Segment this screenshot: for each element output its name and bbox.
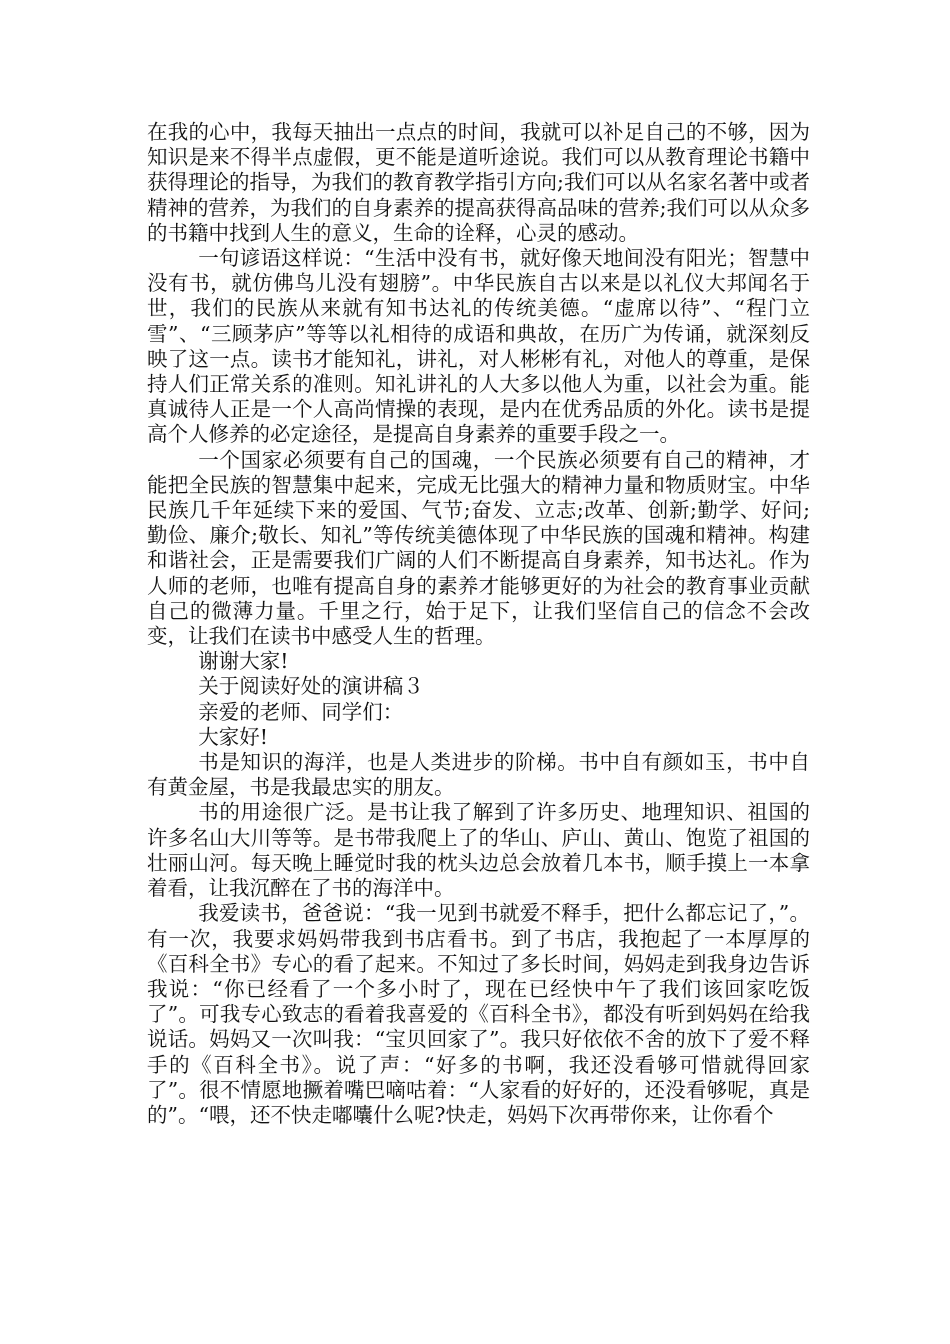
document-body (147, 120, 810, 1128)
paragraph: 一个国家必须要有自己的国魂，一个民族必须要有自己的精神，才能把全民族的智慧集中起来，完成无比强大的精神力量和物质财宝。中华民族几千年延续下来的爱国、气节;奋发、立志;改革、创新;勤学、好问;勤俭、廉介;敬长、知礼”等传统美德体现了中华民族的国魂和精神。构建和谐社会，正是需要我们广阔的人们不断提高自身素养，知书达礼。作为人师的老师，也唯有提高自身的素养才能够更好的为社会的教育事业贡献自己的微薄力量。千里之行，始于足下，让我们坚信自己的信念不会改变，让我们在读书中感受人生的哲理。 (147, 447, 810, 649)
paragraph: 书的用途很广泛。是书让我了解到了许多历史、地理知识、祖国的许多名山大川等等。是书带我爬上了的华山、庐山、黄山、饱览了祖国的壮丽山河。每天晚上睡觉时我的枕头边总会放着几本书，顺手摸上一本拿着看，让我沉醉在了书的海洋中。 (147, 800, 810, 901)
greeting: 大家好! (198, 724, 268, 749)
paragraph: 书是知识的海洋，也是人类进步的阶梯。书中自有颜如玉，书中自有黄金屋，书是我最忠实的朋友。 (147, 750, 810, 800)
salutation: 亲爱的老师、同学们： (198, 699, 404, 724)
paragraph: 一句谚语这样说：“生活中没有书，就好像天地间没有阳光；智慧中没有书，就仿佛鸟儿没有翅膀”。中华民族自古以来是以礼仪大邦闻名于世，我们的民族从来就有知书达礼的传统美德。“虚席以待”、“程门立雪”、“三顾茅庐”等等以礼相待的成语和典故，在历广为传诵，就深刻反映了这一点。读书才能知礼，讲礼，对人彬彬有礼，对他人的尊重，是保持人们正常关系的准则。知礼讲礼的人大多以他人为重，以社会为重。能真诚待人正是一个人高尚情操的表现，是内在优秀品质的外化。读书是提高个人修养的必定途径，是提高自身素养的重要手段之一。 (147, 246, 810, 447)
section-title: 关于阅读好处的演讲稿３ (198, 674, 424, 699)
closing-line: 谢谢大家! (198, 649, 289, 674)
paragraph: 我爱读书，爸爸说：“我一见到书就爱不释手，把什么都忘记了，”。有一次，我要求妈妈带我到书店看书。到了书店，我抱起了一本厚厚的《百科全书》专心的看了起来。不知过了多长时间，妈妈走到我身边告诉我说：“你已经看了一个多小时了，现在已经快中午了我们该回家吃饭了”。可我专心致志的看着我喜爱的《百科全书》，都没有听到妈妈在给我说话。妈妈又一次叫我：“宝贝回家了”。我只好依依不舍的放下了爱不释手的《百科全书》。说了声：“好多的书啊，我还没看够可惜就得回家了”。很不情愿地撅着嘴巴嘀咕着：“人家看的好好的，还没看够呢，真是的”。“喂，还不快走嘟囔什么呢?快走，妈妈下次再带你来，让你看个 (147, 901, 810, 1127)
paragraph: 在我的心中，我每天抽出一点点的时间，我就可以补足自己的不够，因为知识是来不得半点虚假，更不能是道听途说。我们可以从教育理论书籍中获得理论的指导，为我们的教育教学指引方向;我们可以从名家名著中或者精神的营养，为我们的自身素养的提高获得高品味的营养;我们可以从众多的书籍中找到人生的意义，生命的诠释，心灵的感动。 (147, 120, 810, 245)
